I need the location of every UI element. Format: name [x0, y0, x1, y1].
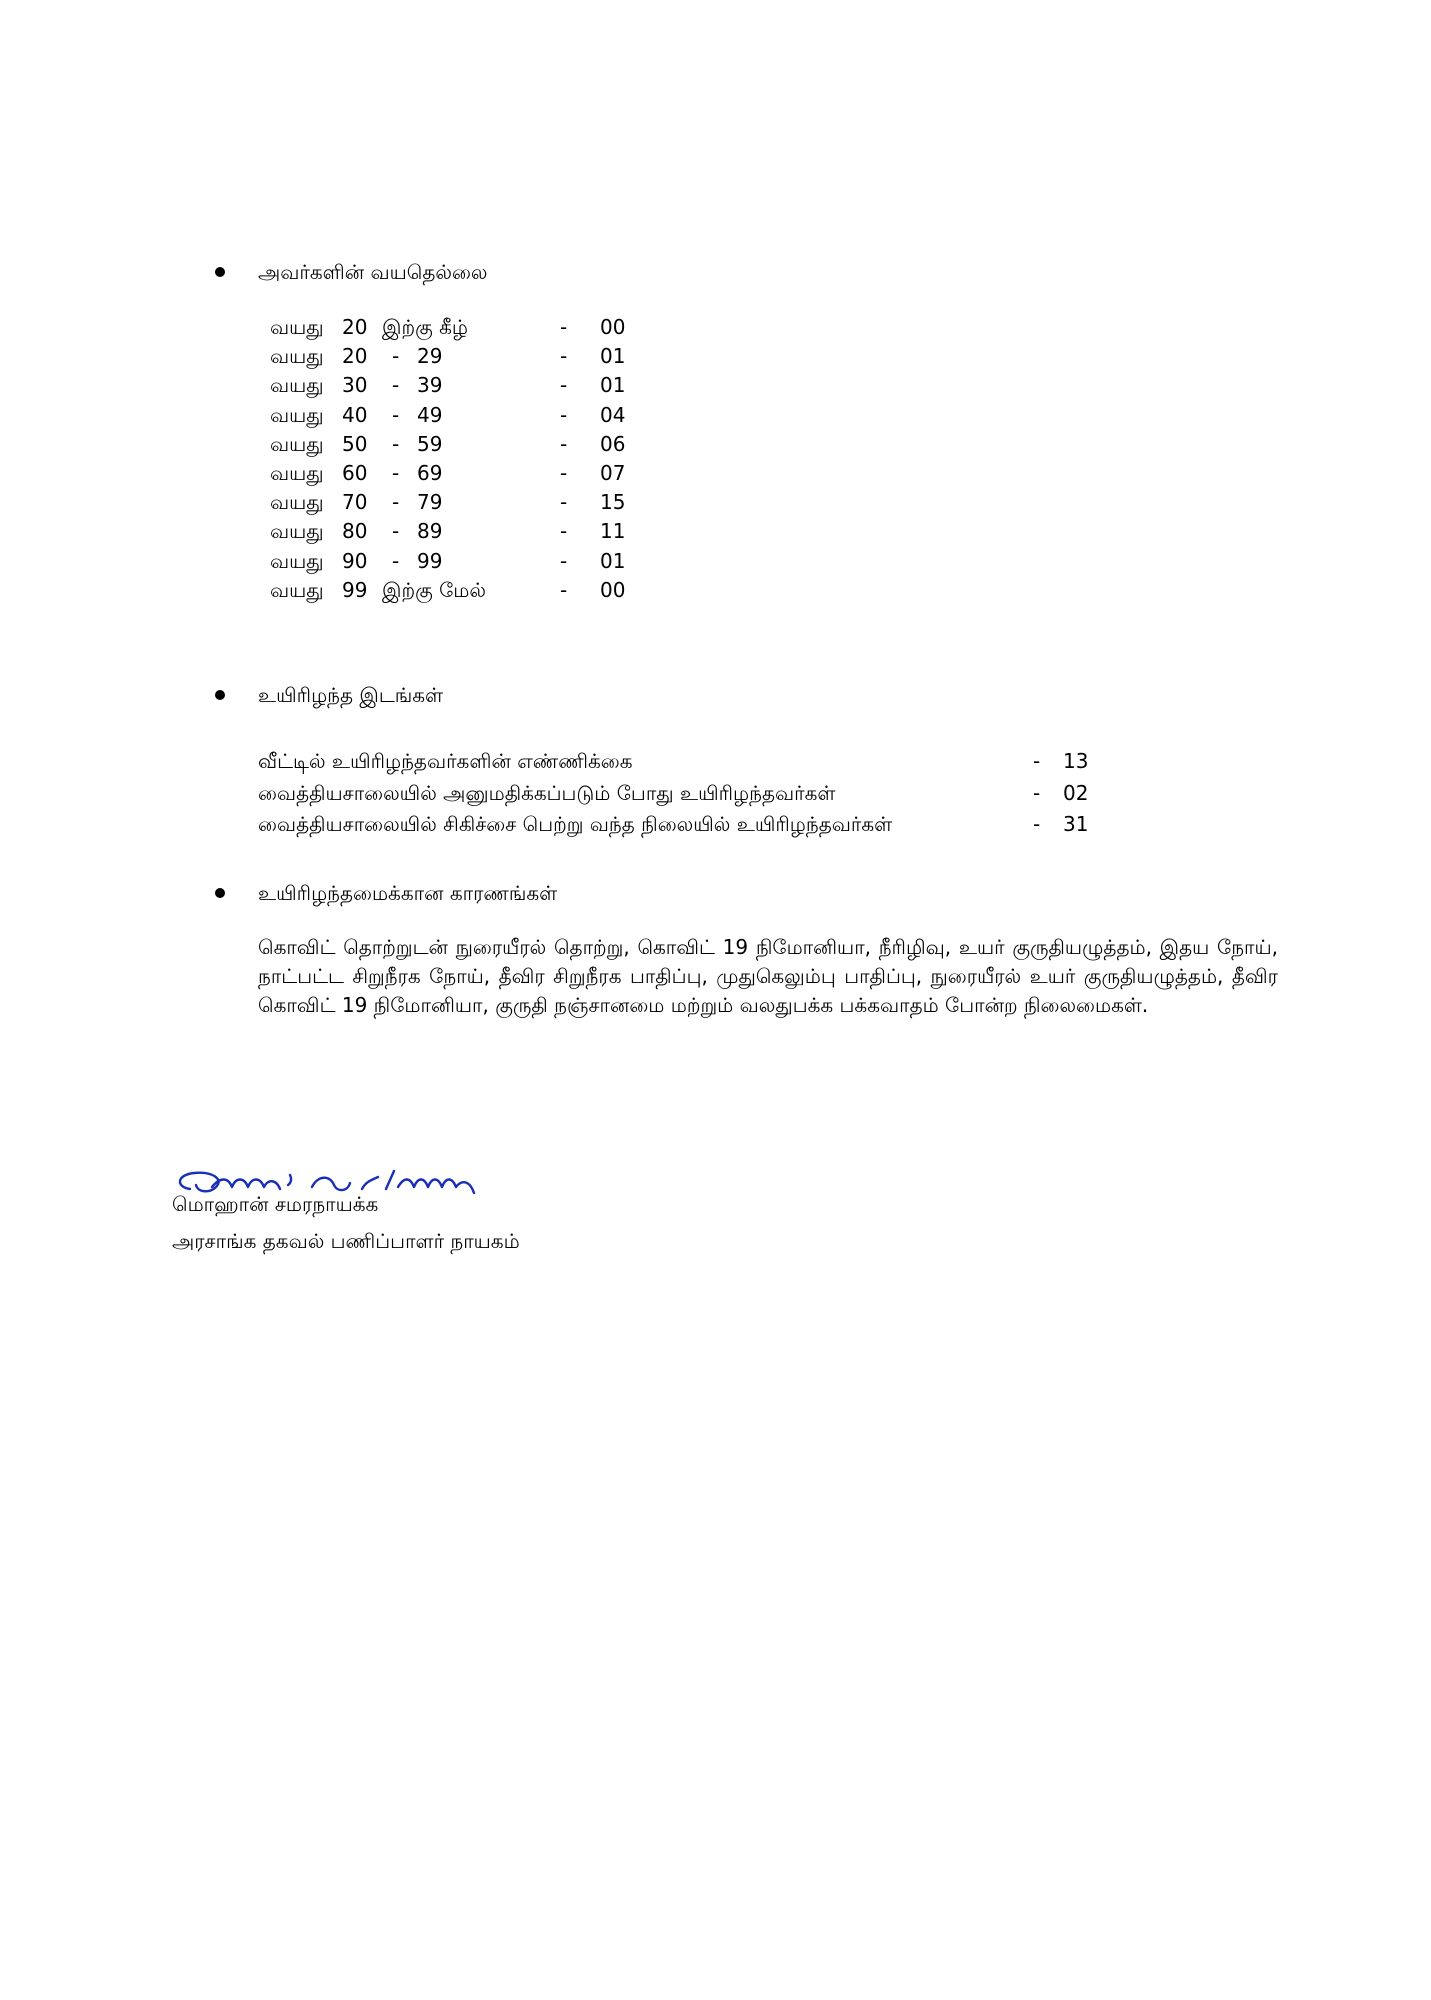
age-to: 79 — [417, 490, 443, 514]
age-to: 69 — [417, 461, 443, 485]
places-section-heading: உயிரிழந்த இடங்கள் — [258, 683, 444, 707]
age-separator: - — [560, 549, 568, 573]
age-section-heading: அவர்களின் வயதெல்லை — [258, 260, 488, 284]
age-row — [270, 430, 650, 459]
age-to: 29 — [417, 344, 443, 368]
age-separator: - — [560, 432, 568, 456]
place-separator: - — [1033, 812, 1041, 836]
age-range-dash: - — [392, 549, 400, 573]
age-from: 20 — [342, 344, 368, 368]
age-row — [270, 547, 650, 576]
age-count: 00 — [600, 578, 626, 602]
age-row — [270, 459, 650, 488]
age-range-dash: - — [392, 461, 400, 485]
age-count: 01 — [600, 549, 626, 573]
age-word: வயது — [270, 519, 324, 543]
age-to: 59 — [417, 432, 443, 456]
age-row — [270, 371, 650, 400]
age-separator: - — [560, 315, 568, 339]
age-count: 06 — [600, 432, 626, 456]
age-separator: - — [560, 373, 568, 397]
age-word: வயது — [270, 578, 324, 602]
age-from: 60 — [342, 461, 368, 485]
place-label: வைத்தியசாலையில் அனுமதிக்கப்படும் போது உயிரிழந்தவர்கள் — [258, 781, 836, 805]
place-count: 02 — [1063, 781, 1089, 805]
age-row — [270, 576, 650, 605]
age-from: 40 — [342, 403, 368, 427]
age-from: 50 — [342, 432, 368, 456]
place-row — [258, 745, 1098, 777]
age-word: வயது — [270, 461, 324, 485]
age-to: 89 — [417, 519, 443, 543]
age-range-dash: - — [392, 344, 400, 368]
age-separator: - — [560, 578, 568, 602]
age-from: 70 — [342, 490, 368, 514]
signer-name: மொஹான் சமரநாயக்க — [172, 1192, 379, 1216]
age-word: வயது — [270, 432, 324, 456]
place-row — [258, 777, 1098, 809]
bullet-causes — [215, 888, 225, 898]
age-row — [270, 517, 650, 546]
place-separator: - — [1033, 749, 1041, 773]
age-from: 20 — [342, 315, 368, 339]
age-count: 01 — [600, 373, 626, 397]
age-qualifier: இற்கு கீழ் — [382, 315, 468, 339]
place-label: வைத்தியசாலையில் சிகிச்சை பெற்று வந்த நிலையில் உயிரிழந்தவர்கள் — [258, 812, 893, 836]
age-separator: - — [560, 461, 568, 485]
age-row — [270, 401, 650, 430]
place-separator: - — [1033, 781, 1041, 805]
age-range-dash: - — [392, 490, 400, 514]
place-label: வீட்டில் உயிரிழந்தவர்களின் எண்ணிக்கை — [258, 749, 633, 773]
age-from: 99 — [342, 578, 368, 602]
age-to: 99 — [417, 549, 443, 573]
age-range-dash: - — [392, 373, 400, 397]
age-separator: - — [560, 519, 568, 543]
age-count: 11 — [600, 519, 626, 543]
age-count: 00 — [600, 315, 626, 339]
age-word: வயது — [270, 549, 324, 573]
age-separator: - — [560, 403, 568, 427]
bullet-age — [215, 267, 225, 277]
age-from: 80 — [342, 519, 368, 543]
age-row — [270, 342, 650, 371]
place-row — [258, 808, 1098, 840]
causes-section-heading: உயிரிழந்தமைக்கான காரணங்கள் — [258, 881, 558, 905]
age-count: 04 — [600, 403, 626, 427]
age-word: வயது — [270, 373, 324, 397]
place-count: 13 — [1063, 749, 1089, 773]
signer-title: அரசாங்க தகவல் பணிப்பாளர் நாயகம் — [172, 1229, 520, 1253]
age-from: 30 — [342, 373, 368, 397]
age-count: 01 — [600, 344, 626, 368]
age-row — [270, 488, 650, 517]
bullet-places — [215, 690, 225, 700]
age-word: வயது — [270, 490, 324, 514]
age-row — [270, 313, 650, 342]
age-word: வயது — [270, 403, 324, 427]
age-separator: - — [560, 490, 568, 514]
age-separator: - — [560, 344, 568, 368]
age-range-dash: - — [392, 403, 400, 427]
causes-paragraph: கொவிட் தொற்றுடன் நுரையீரல் தொற்று, கொவிட் 19 நிமோனியா, நீரிழிவு, உயர் குருதியழுத்தம், இதய நோய், நாட்பட்ட சிறுநீரக நோய், தீவிர சிறுநீரக பாதிப்பு, முதுகெலும்பு பாதிப்பு, நுரையீரல் உயர் குருதியழுத்தம், தீவிர கொவிட் 19 நிமோனியா, குருதி நஞ்சானமை மற்றும் வலதுபக்க பக்கவாதம் போன்ற நிலைமைகள். — [258, 935, 1278, 1017]
age-to: 39 — [417, 373, 443, 397]
age-range-dash: - — [392, 432, 400, 456]
age-word: வயது — [270, 344, 324, 368]
age-count: 07 — [600, 461, 626, 485]
age-word: வயது — [270, 315, 324, 339]
place-count: 31 — [1063, 812, 1089, 836]
age-to: 49 — [417, 403, 443, 427]
age-qualifier: இற்கு மேல் — [382, 578, 486, 602]
age-range-dash: - — [392, 519, 400, 543]
age-count: 15 — [600, 490, 626, 514]
age-from: 90 — [342, 549, 368, 573]
